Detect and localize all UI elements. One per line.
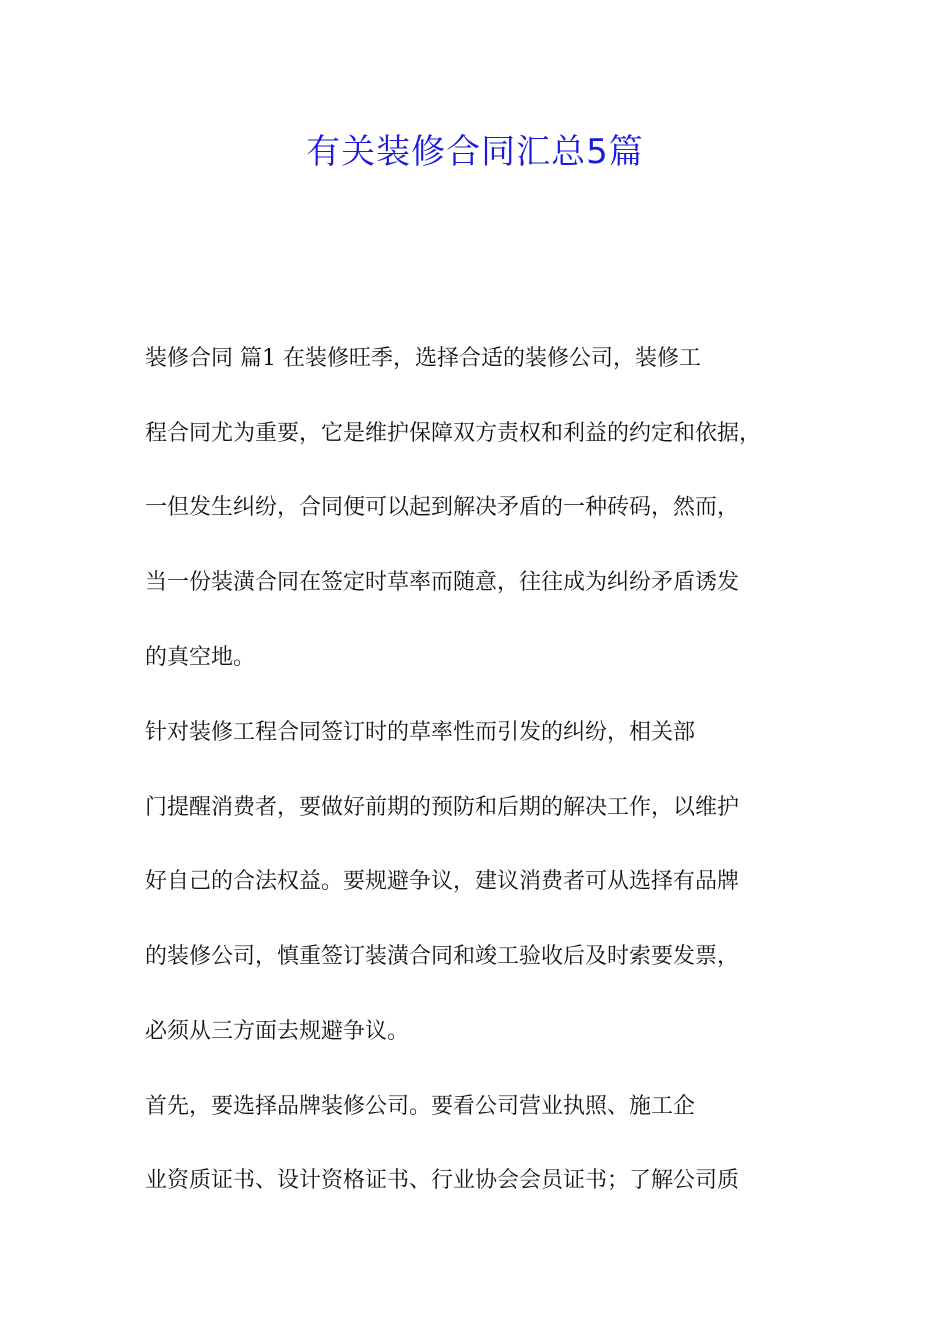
paragraph-line: 的装修公司，慎重签订装潢合同和竣工验收后及时索要发票， (145, 944, 740, 969)
paragraph-line: 当一份装潢合同在签定时草率而随意，往往成为纠纷矛盾诱发 (145, 570, 740, 595)
paragraph-line: 装修合同 篇1 在装修旺季，选择合适的装修公司，装修工 (145, 346, 701, 371)
paragraph-line: 门提醒消费者，要做好前期的预防和后期的解决工作，以维护 (145, 795, 740, 820)
paragraph-line: 必须从三方面去规避争议。 (145, 1019, 410, 1044)
paragraph-line: 首先，要选择品牌装修公司。要看公司营业执照、施工企 (145, 1094, 696, 1119)
paragraph-line: 程合同尤为重要，它是维护保障双方责权和利益的约定和依据， (145, 421, 762, 446)
paragraph-line: 好自己的合法权益。要规避争议，建议消费者可从选择有品牌 (145, 869, 740, 894)
document-title: 有关装修合同汇总5篇 (306, 132, 644, 172)
paragraph-line: 的真空地。 (145, 645, 256, 670)
paragraph-line: 一但发生纠纷，合同便可以起到解决矛盾的一种砖码，然而， (145, 495, 740, 520)
paragraph-line: 针对装修工程合同签订时的草率性而引发的纠纷，相关部 (145, 720, 696, 745)
paragraph-line: 业资质证书、设计资格证书、行业协会会员证书；了解公司质 (145, 1168, 740, 1193)
